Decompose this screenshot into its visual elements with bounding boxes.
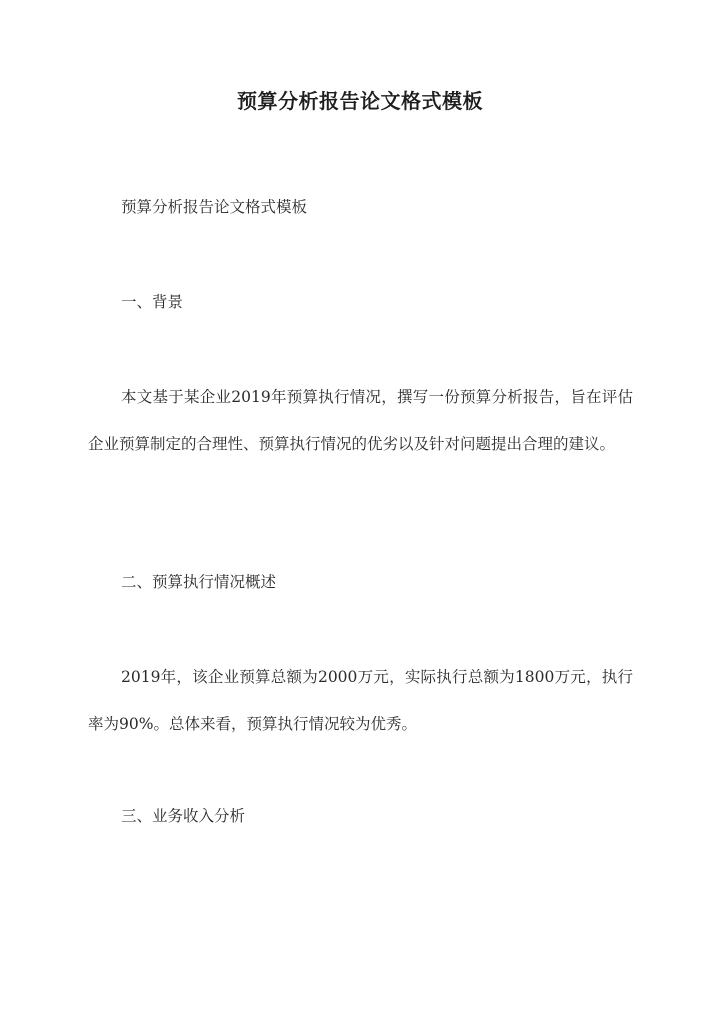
section-paragraph-background: 本文基于某企业2019年预算执行情况，撰写一份预算分析报告，旨在评估企业预算制定的合理性、预算执行情况的优劣以及针对问题提出合理的建议。 [88, 388, 633, 453]
section-heading-background: 一、背景 [121, 293, 184, 311]
section-heading-revenue: 三、业务收入分析 [121, 807, 246, 825]
document-title: 预算分析报告论文格式模板 [237, 89, 483, 113]
document-subtitle: 预算分析报告论文格式模板 [121, 198, 308, 216]
section-heading-overview: 二、预算执行情况概述 [121, 573, 277, 591]
section-paragraph-overview: 2019年，该企业预算总额为2000万元，实际执行总额为1800万元，执行率为90%。总体来看，预算执行情况较为优秀。 [88, 668, 633, 733]
